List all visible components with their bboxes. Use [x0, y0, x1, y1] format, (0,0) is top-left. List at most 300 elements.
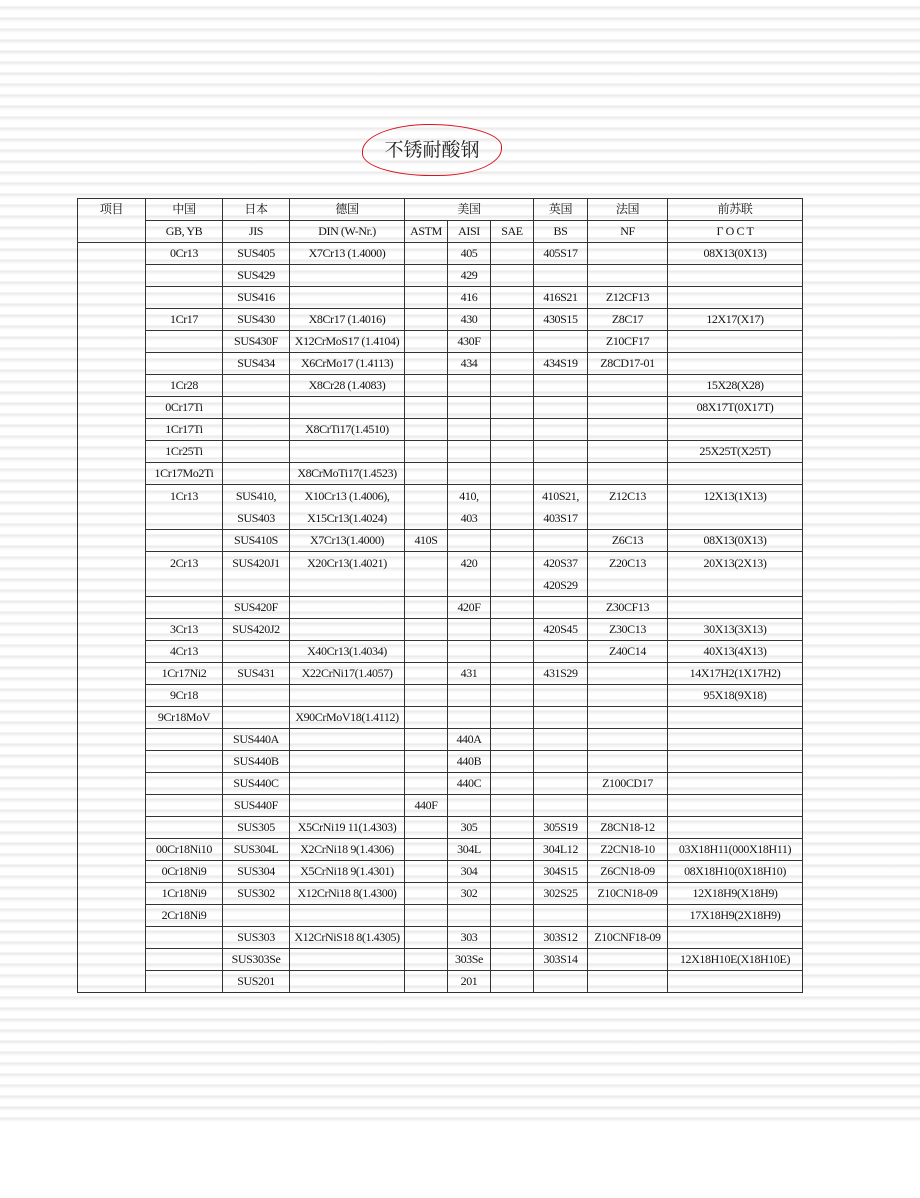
- cell-bs: [534, 530, 588, 552]
- cell-gost: 20X13(2X13): [668, 552, 803, 597]
- cell-aisi: 431: [448, 663, 491, 685]
- cell-astm: [405, 463, 448, 485]
- table-row: [78, 243, 803, 265]
- cell-bs: 431S29: [534, 663, 588, 685]
- cell-gost: 25X25T(X25T): [668, 441, 803, 463]
- cell-aisi: 416: [448, 287, 491, 309]
- cell-aisi: [448, 707, 491, 729]
- cell-gb: 2Cr13: [146, 552, 223, 597]
- table-row: [78, 331, 803, 353]
- cell-jis: [223, 707, 290, 729]
- cell-astm: [405, 641, 448, 663]
- cell-din: [290, 265, 405, 287]
- cell-aisi: 430: [448, 309, 491, 331]
- cell-gb: 9Cr18MoV: [146, 707, 223, 729]
- cell-bs: 302S25: [534, 883, 588, 905]
- cell-item: [78, 243, 146, 993]
- cell-jis: SUS430F: [223, 331, 290, 353]
- cell-din: [290, 949, 405, 971]
- cell-gb: [146, 287, 223, 309]
- table-body: [78, 243, 803, 993]
- cell-aisi: 440C: [448, 773, 491, 795]
- cell-din: X8CrTi17(1.4510): [290, 419, 405, 441]
- table-row: [78, 685, 803, 707]
- cell-jis: SUS405: [223, 243, 290, 265]
- cell-astm: [405, 729, 448, 751]
- table-row: [78, 485, 803, 530]
- cell-sae: [491, 353, 534, 375]
- cell-sae: [491, 663, 534, 685]
- steel-grade-comparison-table: [77, 198, 803, 993]
- cell-bs: 420S37 420S29: [534, 552, 588, 597]
- cell-bs: 416S21: [534, 287, 588, 309]
- cell-sae: [491, 729, 534, 751]
- cell-din: X12CrNi18 8(1.4300): [290, 883, 405, 905]
- cell-gb: 1Cr17Ti: [146, 419, 223, 441]
- cell-nf: Z20C13: [588, 552, 668, 597]
- cell-astm: [405, 353, 448, 375]
- cell-jis: SUS303: [223, 927, 290, 949]
- cell-aisi: [448, 795, 491, 817]
- table-row: [78, 397, 803, 419]
- cell-aisi: 430F: [448, 331, 491, 353]
- cell-astm: [405, 243, 448, 265]
- cell-bs: [534, 419, 588, 441]
- cell-nf: Z12C13: [588, 485, 668, 530]
- cell-aisi: 440B: [448, 751, 491, 773]
- cell-aisi: [448, 619, 491, 641]
- cell-gost: [668, 463, 803, 485]
- cell-din: X5CrNi19 11(1.4303): [290, 817, 405, 839]
- cell-jis: SUS440B: [223, 751, 290, 773]
- cell-astm: [405, 265, 448, 287]
- cell-sae: [491, 773, 534, 795]
- table-row: [78, 552, 803, 597]
- cell-sae: [491, 243, 534, 265]
- cell-nf: [588, 463, 668, 485]
- table-row: [78, 817, 803, 839]
- header-japan: 日本: [223, 199, 290, 221]
- cell-gost: [668, 751, 803, 773]
- table-row: [78, 419, 803, 441]
- cell-gb: 1Cr17Ni2: [146, 663, 223, 685]
- cell-sae: [491, 485, 534, 530]
- cell-sae: [491, 287, 534, 309]
- cell-aisi: 302: [448, 883, 491, 905]
- cell-din: [290, 751, 405, 773]
- cell-bs: [534, 397, 588, 419]
- cell-sae: [491, 817, 534, 839]
- cell-nf: [588, 751, 668, 773]
- cell-jis: SUS420J2: [223, 619, 290, 641]
- cell-astm: [405, 861, 448, 883]
- cell-sae: [491, 861, 534, 883]
- cell-gost: [668, 795, 803, 817]
- cell-din: X22CrNi17(1.4057): [290, 663, 405, 685]
- header-sae: SAE: [491, 221, 534, 243]
- cell-gb: [146, 795, 223, 817]
- cell-sae: [491, 397, 534, 419]
- cell-din: [290, 773, 405, 795]
- cell-gost: 17X18H9(2X18H9): [668, 905, 803, 927]
- cell-jis: [223, 397, 290, 419]
- cell-sae: [491, 751, 534, 773]
- header-usa: 美国: [405, 199, 534, 221]
- header-gb: GB, YB: [146, 221, 223, 243]
- cell-gb: 0Cr13: [146, 243, 223, 265]
- cell-sae: [491, 375, 534, 397]
- cell-gb: [146, 597, 223, 619]
- cell-din: X12CrMoS17 (1.4104): [290, 331, 405, 353]
- cell-din: X10Cr13 (1.4006), X15Cr13(1.4024): [290, 485, 405, 530]
- title-block: [362, 124, 502, 176]
- cell-jis: SUS305: [223, 817, 290, 839]
- cell-gb: 9Cr18: [146, 685, 223, 707]
- cell-din: X8Cr28 (1.4083): [290, 375, 405, 397]
- cell-jis: SUS304: [223, 861, 290, 883]
- cell-nf: Z40C14: [588, 641, 668, 663]
- cell-bs: [534, 641, 588, 663]
- cell-aisi: 305: [448, 817, 491, 839]
- header-uk: 英国: [534, 199, 588, 221]
- cell-aisi: 410, 403: [448, 485, 491, 530]
- cell-astm: [405, 552, 448, 597]
- cell-astm: [405, 375, 448, 397]
- cell-bs: 410S21, 403S17: [534, 485, 588, 530]
- cell-nf: [588, 729, 668, 751]
- cell-nf: [588, 685, 668, 707]
- table-row: [78, 949, 803, 971]
- table-row: [78, 441, 803, 463]
- cell-jis: SUS420J1: [223, 552, 290, 597]
- header-bs: BS: [534, 221, 588, 243]
- cell-gb: 4Cr13: [146, 641, 223, 663]
- cell-gost: 40X13(4X13): [668, 641, 803, 663]
- cell-gost: 03X18H11(000X18H11): [668, 839, 803, 861]
- cell-sae: [491, 463, 534, 485]
- cell-bs: [534, 331, 588, 353]
- cell-bs: [534, 971, 588, 993]
- header-ussr: 前苏联: [668, 199, 803, 221]
- cell-astm: [405, 397, 448, 419]
- cell-gb: 0Cr17Ti: [146, 397, 223, 419]
- cell-nf: Z6CN18-09: [588, 861, 668, 883]
- table-row: [78, 773, 803, 795]
- cell-sae: [491, 641, 534, 663]
- cell-din: [290, 905, 405, 927]
- cell-bs: 420S45: [534, 619, 588, 641]
- header-germany: 德国: [290, 199, 405, 221]
- cell-sae: [491, 905, 534, 927]
- cell-gb: 1Cr17Mo2Ti: [146, 463, 223, 485]
- table-row: [78, 905, 803, 927]
- header-gost: Γ O C T: [668, 221, 803, 243]
- cell-astm: 440F: [405, 795, 448, 817]
- cell-astm: [405, 751, 448, 773]
- cell-sae: [491, 265, 534, 287]
- cell-gost: 15X28(X28): [668, 375, 803, 397]
- cell-astm: [405, 773, 448, 795]
- cell-din: X7Cr13 (1.4000): [290, 243, 405, 265]
- cell-jis: SUS410S: [223, 530, 290, 552]
- cell-gost: [668, 927, 803, 949]
- header-din: DIN (W-Nr.): [290, 221, 405, 243]
- table-row: [78, 883, 803, 905]
- cell-bs: [534, 729, 588, 751]
- cell-sae: [491, 927, 534, 949]
- cell-nf: Z8C17: [588, 309, 668, 331]
- cell-bs: [534, 751, 588, 773]
- cell-din: [290, 729, 405, 751]
- cell-bs: 303S12: [534, 927, 588, 949]
- cell-astm: [405, 707, 448, 729]
- table-row: [78, 795, 803, 817]
- cell-bs: 405S17: [534, 243, 588, 265]
- cell-aisi: 303Se: [448, 949, 491, 971]
- cell-nf: Z10CF17: [588, 331, 668, 353]
- cell-din: [290, 397, 405, 419]
- header-jis: JIS: [223, 221, 290, 243]
- cell-aisi: [448, 905, 491, 927]
- cell-aisi: [448, 397, 491, 419]
- cell-sae: [491, 597, 534, 619]
- cell-astm: [405, 685, 448, 707]
- cell-gost: 12X13(1X13): [668, 485, 803, 530]
- cell-astm: [405, 597, 448, 619]
- cell-aisi: 405: [448, 243, 491, 265]
- header-france: 法国: [588, 199, 668, 221]
- cell-sae: [491, 949, 534, 971]
- cell-gb: 00Cr18Ni10: [146, 839, 223, 861]
- cell-aisi: 420: [448, 552, 491, 597]
- cell-aisi: [448, 375, 491, 397]
- cell-din: X12CrNiS18 8(1.4305): [290, 927, 405, 949]
- cell-gb: 1Cr18Ni9: [146, 883, 223, 905]
- cell-nf: [588, 265, 668, 287]
- cell-gb: 1Cr25Ti: [146, 441, 223, 463]
- cell-din: X90CrMoV18(1.4112): [290, 707, 405, 729]
- cell-bs: [534, 597, 588, 619]
- cell-din: X20Cr13(1.4021): [290, 552, 405, 597]
- cell-jis: SUS434: [223, 353, 290, 375]
- cell-din: X8Cr17 (1.4016): [290, 309, 405, 331]
- cell-bs: [534, 773, 588, 795]
- cell-astm: [405, 839, 448, 861]
- cell-bs: 303S14: [534, 949, 588, 971]
- cell-gost: 30X13(3X13): [668, 619, 803, 641]
- cell-astm: [405, 927, 448, 949]
- cell-nf: [588, 375, 668, 397]
- cell-jis: SUS430: [223, 309, 290, 331]
- cell-gb: [146, 971, 223, 993]
- cell-sae: [491, 839, 534, 861]
- cell-aisi: [448, 530, 491, 552]
- cell-gb: [146, 773, 223, 795]
- cell-nf: [588, 663, 668, 685]
- cell-sae: [491, 795, 534, 817]
- cell-jis: [223, 375, 290, 397]
- cell-bs: 434S19: [534, 353, 588, 375]
- table-row: [78, 619, 803, 641]
- cell-din: [290, 619, 405, 641]
- cell-gost: [668, 331, 803, 353]
- cell-bs: [534, 685, 588, 707]
- cell-gb: 3Cr13: [146, 619, 223, 641]
- table-row: [78, 375, 803, 397]
- cell-jis: SUS410, SUS403: [223, 485, 290, 530]
- cell-gb: 1Cr13: [146, 485, 223, 530]
- cell-gb: 2Cr18Ni9: [146, 905, 223, 927]
- cell-sae: [491, 331, 534, 353]
- cell-aisi: 429: [448, 265, 491, 287]
- cell-nf: Z10CN18-09: [588, 883, 668, 905]
- cell-jis: [223, 463, 290, 485]
- cell-gb: [146, 530, 223, 552]
- cell-sae: [491, 971, 534, 993]
- table-row: [78, 729, 803, 751]
- cell-jis: SUS440C: [223, 773, 290, 795]
- cell-jis: SUS440A: [223, 729, 290, 751]
- cell-bs: [534, 375, 588, 397]
- cell-sae: [491, 685, 534, 707]
- cell-astm: [405, 663, 448, 685]
- cell-aisi: 420F: [448, 597, 491, 619]
- cell-nf: Z12CF13: [588, 287, 668, 309]
- cell-gb: [146, 265, 223, 287]
- cell-astm: [405, 331, 448, 353]
- cell-nf: [588, 419, 668, 441]
- cell-astm: [405, 419, 448, 441]
- cell-gost: 95X18(9X18): [668, 685, 803, 707]
- cell-astm: [405, 485, 448, 530]
- cell-din: X2CrNi18 9(1.4306): [290, 839, 405, 861]
- cell-aisi: [448, 419, 491, 441]
- cell-nf: Z2CN18-10: [588, 839, 668, 861]
- cell-din: [290, 795, 405, 817]
- page-title: 不锈耐酸钢: [384, 139, 480, 161]
- cell-gost: 12X17(X17): [668, 309, 803, 331]
- cell-din: [290, 971, 405, 993]
- cell-gb: 1Cr17: [146, 309, 223, 331]
- cell-aisi: 304: [448, 861, 491, 883]
- header-astm: ASTM: [405, 221, 448, 243]
- header-aisi: AISI: [448, 221, 491, 243]
- cell-nf: Z100CD17: [588, 773, 668, 795]
- cell-din: [290, 287, 405, 309]
- cell-aisi: 440A: [448, 729, 491, 751]
- cell-gost: 08X13(0X13): [668, 243, 803, 265]
- cell-bs: [534, 441, 588, 463]
- cell-aisi: 303: [448, 927, 491, 949]
- cell-din: X5CrNi18 9(1.4301): [290, 861, 405, 883]
- cell-gb: [146, 331, 223, 353]
- table-row: [78, 751, 803, 773]
- cell-jis: [223, 419, 290, 441]
- cell-bs: 305S19: [534, 817, 588, 839]
- cell-astm: [405, 441, 448, 463]
- table-row: [78, 265, 803, 287]
- cell-din: X40Cr13(1.4034): [290, 641, 405, 663]
- header-china: 中国: [146, 199, 223, 221]
- cell-din: X7Cr13(1.4000): [290, 530, 405, 552]
- cell-nf: Z6C13: [588, 530, 668, 552]
- cell-nf: Z8CD17-01: [588, 353, 668, 375]
- cell-sae: [491, 619, 534, 641]
- cell-gb: [146, 751, 223, 773]
- cell-astm: 410S: [405, 530, 448, 552]
- cell-bs: [534, 795, 588, 817]
- cell-gb: [146, 927, 223, 949]
- cell-nf: [588, 243, 668, 265]
- header-nf: NF: [588, 221, 668, 243]
- cell-bs: [534, 265, 588, 287]
- cell-bs: 304S15: [534, 861, 588, 883]
- cell-din: X6CrMo17 (1.4113): [290, 353, 405, 375]
- cell-gb: [146, 729, 223, 751]
- header-item: 项目: [78, 199, 146, 243]
- table-row: [78, 530, 803, 552]
- cell-sae: [491, 883, 534, 905]
- cell-sae: [491, 419, 534, 441]
- cell-nf: Z30C13: [588, 619, 668, 641]
- cell-gost: 08X17T(0X17T): [668, 397, 803, 419]
- header-row-standards: [78, 221, 803, 243]
- table-row: [78, 463, 803, 485]
- cell-jis: SUS431: [223, 663, 290, 685]
- table-row: [78, 309, 803, 331]
- cell-astm: [405, 905, 448, 927]
- cell-gb: 0Cr18Ni9: [146, 861, 223, 883]
- table-row: [78, 663, 803, 685]
- cell-gost: [668, 707, 803, 729]
- cell-jis: SUS303Se: [223, 949, 290, 971]
- cell-gb: 1Cr28: [146, 375, 223, 397]
- cell-nf: [588, 707, 668, 729]
- cell-bs: 430S15: [534, 309, 588, 331]
- cell-nf: Z30CF13: [588, 597, 668, 619]
- cell-astm: [405, 287, 448, 309]
- table-row: [78, 971, 803, 993]
- cell-sae: [491, 707, 534, 729]
- table-row: [78, 641, 803, 663]
- header-row-countries: [78, 199, 803, 221]
- table-row: [78, 861, 803, 883]
- table-row: [78, 597, 803, 619]
- cell-astm: [405, 619, 448, 641]
- cell-nf: Z10CNF18-09: [588, 927, 668, 949]
- cell-jis: [223, 685, 290, 707]
- cell-nf: [588, 971, 668, 993]
- cell-din: [290, 441, 405, 463]
- cell-nf: [588, 795, 668, 817]
- cell-nf: [588, 949, 668, 971]
- cell-din: X8CrMoTi17(1.4523): [290, 463, 405, 485]
- cell-jis: SUS416: [223, 287, 290, 309]
- cell-gb: [146, 949, 223, 971]
- cell-astm: [405, 883, 448, 905]
- cell-jis: [223, 441, 290, 463]
- cell-sae: [491, 530, 534, 552]
- table-row: [78, 839, 803, 861]
- table-row: [78, 707, 803, 729]
- cell-astm: [405, 309, 448, 331]
- cell-astm: [405, 971, 448, 993]
- cell-gb: [146, 353, 223, 375]
- cell-sae: [491, 441, 534, 463]
- cell-jis: [223, 641, 290, 663]
- cell-aisi: [448, 441, 491, 463]
- cell-gost: [668, 971, 803, 993]
